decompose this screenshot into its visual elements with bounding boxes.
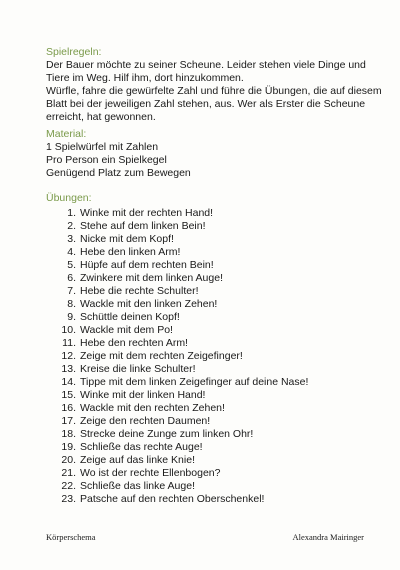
- exercise-number: 6.: [67, 272, 76, 284]
- exercise-text: Winke mit der rechten Hand!: [80, 207, 214, 219]
- material-heading: Material:: [46, 128, 87, 140]
- exercise-item: [46, 285, 308, 298]
- exercise-text: Schließe das rechte Auge!: [80, 441, 203, 453]
- exercise-item: [46, 467, 308, 480]
- exercise-item: [46, 350, 308, 363]
- exercise-number: 7.: [67, 285, 76, 297]
- rules-line: erreicht, hat gewonnen.: [46, 111, 156, 123]
- exercise-number: 23.: [61, 493, 76, 505]
- exercise-text: Hebe den rechten Arm!: [80, 337, 188, 349]
- exercise-number: 13.: [61, 363, 76, 375]
- exercise-number: 18.: [61, 428, 76, 440]
- exercise-text: Patsche auf den rechten Oberschenkel!: [80, 493, 265, 505]
- exercise-item: [46, 441, 308, 454]
- exercise-item: [46, 324, 308, 337]
- footer-title: Körperschema: [46, 532, 96, 542]
- exercise-item: [46, 415, 308, 428]
- exercise-text: Wackle mit dem Po!: [80, 324, 173, 336]
- exercise-text: Stehe auf dem linken Bein!: [80, 220, 206, 232]
- exercise-text: Schüttle deinen Kopf!: [80, 311, 180, 323]
- rules-line: Der Bauer möchte zu seiner Scheune. Leider stehen viele Dinge und: [46, 59, 366, 71]
- exercise-number: 15.: [61, 389, 76, 401]
- exercise-item: [46, 428, 308, 441]
- exercise-number: 11.: [62, 337, 76, 349]
- exercise-number: 19.: [61, 441, 76, 453]
- exercise-number: 3.: [67, 233, 76, 245]
- exercise-item: [46, 246, 308, 259]
- exercise-item: [46, 272, 308, 285]
- exercise-text: Hebe den linken Arm!: [80, 246, 181, 258]
- exercise-text: Zeige mit dem rechten Zeigefinger!: [80, 350, 243, 362]
- material-item: Genügend Platz zum Bewegen: [46, 167, 191, 179]
- exercise-item: [46, 454, 308, 467]
- exercise-number: 16.: [61, 402, 76, 414]
- exercise-item: [46, 298, 308, 311]
- exercise-text: Kreise die linke Schulter!: [80, 363, 196, 375]
- exercise-number: 17.: [61, 415, 76, 427]
- rules-line: Würfle, fahre die gewürfelte Zahl und führe die Übungen, die auf diesem: [46, 85, 382, 97]
- rules-heading: Spielregeln:: [46, 46, 102, 58]
- exercise-number: 8.: [67, 298, 76, 310]
- exercise-number: 5.: [67, 259, 76, 271]
- exercise-text: Strecke deine Zunge zum linken Ohr!: [80, 428, 254, 440]
- exercise-text: Nicke mit dem Kopf!: [80, 233, 174, 245]
- material-list: [46, 141, 376, 180]
- rules-line: Tiere im Weg. Hilf ihm, dort hinzukommen.: [46, 72, 244, 84]
- exercise-text: Winke mit der linken Hand!: [80, 389, 206, 401]
- exercise-text: Zwinkere mit dem linken Auge!: [80, 272, 223, 284]
- exercise-text: Zeige den rechten Daumen!: [80, 415, 211, 427]
- exercise-text: Wo ist der rechte Ellenbogen?: [80, 467, 221, 479]
- exercise-number: 20.: [61, 454, 76, 466]
- footer-author: Alexandra Mairinger: [292, 532, 364, 542]
- exercises-list: [46, 207, 308, 506]
- exercise-item: [46, 389, 308, 402]
- material-item: 1 Spielwürfel mit Zahlen: [46, 141, 159, 153]
- exercise-text: Hebe die rechte Schulter!: [80, 285, 199, 297]
- exercise-text: Hüpfe auf dem rechten Bein!: [80, 259, 214, 271]
- rules-line: Blatt bei der jeweiligen Zahl stehen, aus. Wer als Erster die Scheune: [46, 98, 366, 110]
- rules-text: [46, 59, 382, 124]
- exercise-number: 21.: [61, 467, 76, 479]
- exercise-item: [46, 480, 308, 493]
- exercise-number: 22.: [61, 480, 76, 492]
- exercise-number: 14.: [61, 376, 76, 388]
- exercise-number: 1.: [67, 207, 76, 219]
- exercise-number: 12.: [61, 350, 76, 362]
- exercise-item: [46, 363, 308, 376]
- exercise-number: 2.: [67, 220, 76, 232]
- exercise-item: [46, 259, 308, 272]
- exercise-text: Zeige auf das linke Knie!: [80, 454, 195, 466]
- exercise-item: [46, 233, 308, 246]
- exercise-text: Wackle mit den rechten Zehen!: [80, 402, 225, 414]
- exercise-item: [46, 311, 308, 324]
- exercise-text: Schließe das linke Auge!: [80, 480, 195, 492]
- exercise-text: Tippe mit dem linken Zeigefinger auf deine Nase!: [80, 376, 309, 388]
- exercises-heading: Übungen:: [46, 192, 92, 204]
- material-item: Pro Person ein Spielkegel: [46, 154, 167, 166]
- exercise-number: 4.: [67, 246, 76, 258]
- exercise-number: 9.: [67, 311, 76, 323]
- exercise-item: [46, 402, 308, 415]
- exercise-item: [46, 493, 308, 506]
- exercise-number: 10.: [61, 324, 76, 336]
- exercise-item: [46, 376, 308, 389]
- exercise-item: [46, 337, 308, 350]
- exercise-text: Wackle mit den linken Zehen!: [80, 298, 218, 310]
- exercise-item: [46, 220, 308, 233]
- exercise-item: [46, 207, 308, 220]
